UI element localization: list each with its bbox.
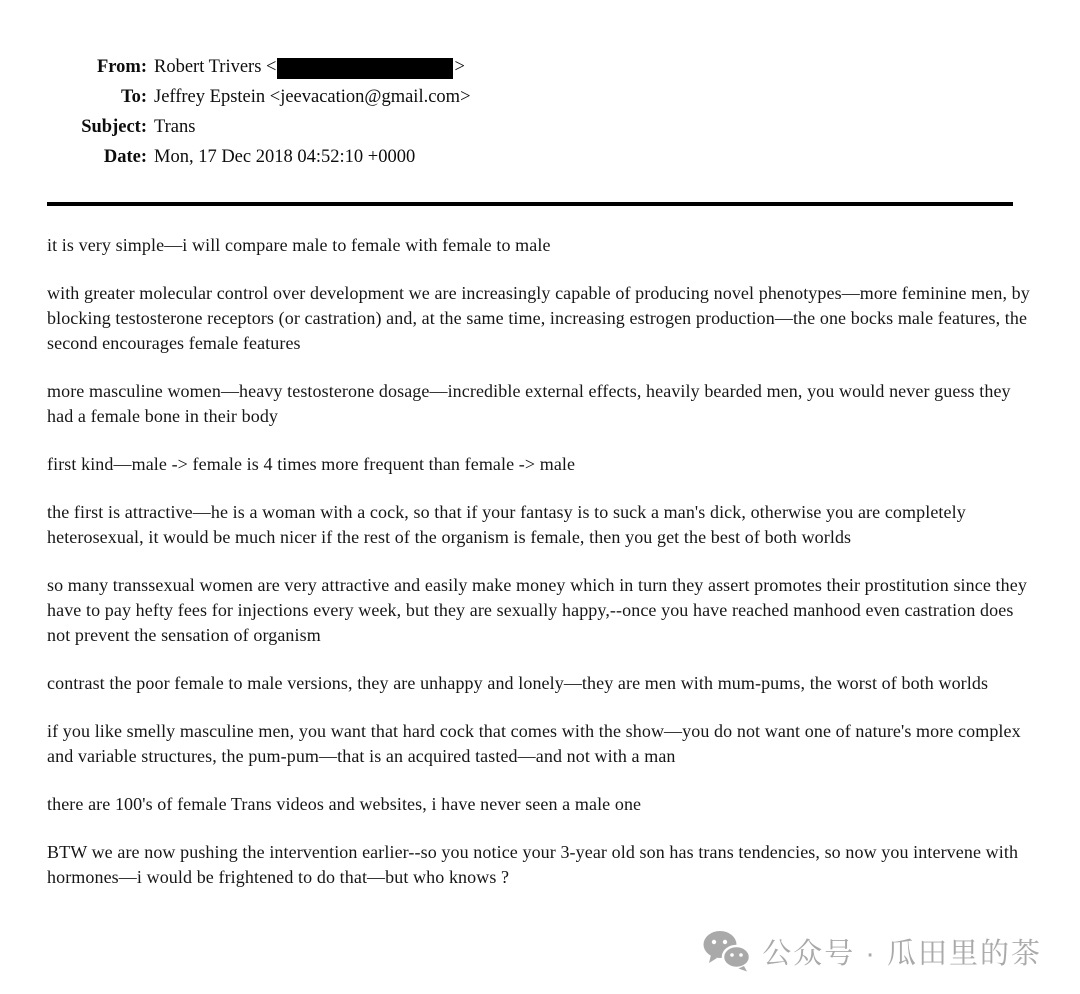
- header-row-from: [47, 52, 1080, 82]
- from-label: From:: [97, 57, 147, 77]
- from-value: [154, 52, 465, 82]
- body-paragraph: there are 100's of female Trans videos and websites, i have never seen a male one: [47, 794, 642, 814]
- header-row-date: [47, 142, 1080, 172]
- email-body: [0, 206, 1035, 890]
- from-name: Robert Trivers <: [154, 57, 277, 77]
- body-paragraph: with greater molecular control over development we are increasingly capable of producing novel phenotypes—more feminine men, by blocking testosterone receptors (or castration) and, at the same time, increasing estrogen production—the one bocks male features, the second encourages female features: [47, 283, 1030, 353]
- body-paragraph: first kind—male -> female is 4 times more frequent than female -> male: [47, 454, 576, 474]
- body-paragraph: the first is attractive—he is a woman with a cock, so that if your fantasy is to suck a man's dick, otherwise you are completely heterosexual, it would be much nicer if the rest of the organism is female, then you get the best of both worlds: [47, 502, 966, 547]
- to-label: To:: [120, 87, 147, 107]
- subject-value: Trans: [154, 117, 196, 137]
- date-label: Date:: [103, 147, 147, 167]
- email-header: [0, 0, 1080, 172]
- body-paragraph: so many transsexual women are very attractive and easily make money which in turn they assert promotes their prostitution since they have to pay hefty fees for injections every week, but they are sexually happy,--once you have reached manhood even castration does not prevent the sensation of organism: [47, 575, 1027, 645]
- to-value: Jeffrey Epstein <jeevacation@gmail.com>: [154, 87, 471, 107]
- date-value: Mon, 17 Dec 2018 04:52:10 +0000: [154, 147, 416, 167]
- header-row-to: [47, 82, 1080, 112]
- body-paragraph: BTW we are now pushing the intervention earlier--so you notice your 3-year old son has trans tendencies, so now you intervene with hormones—i would be frightened to do that—but who knows ?: [47, 842, 1019, 887]
- body-paragraph: if you like smelly masculine men, you want that hard cock that comes with the show—you do not want one of nature's more complex and variable structures, the pum-pum—that is an acquired tasted—and not with a man: [47, 721, 1021, 766]
- from-suffix: >: [454, 57, 465, 77]
- watermark-text: 公众号 · 瓜田里的茶: [762, 937, 1042, 970]
- body-paragraph: more masculine women—heavy testosterone dosage—incredible external effects, heavily bearded men, you would never guess they had a female bone in their body: [47, 381, 1011, 426]
- body-paragraph: it is very simple—i will compare male to female with female to male: [47, 235, 551, 255]
- wechat-icon: [702, 930, 752, 972]
- redaction-bar: [277, 58, 453, 79]
- header-row-subject: [47, 112, 1080, 142]
- body-paragraph: contrast the poor female to male versions, they are unhappy and lonely—they are men with mum-pums, the worst of both worlds: [47, 673, 989, 693]
- watermark: [702, 930, 1042, 972]
- subject-label: Subject:: [81, 117, 147, 137]
